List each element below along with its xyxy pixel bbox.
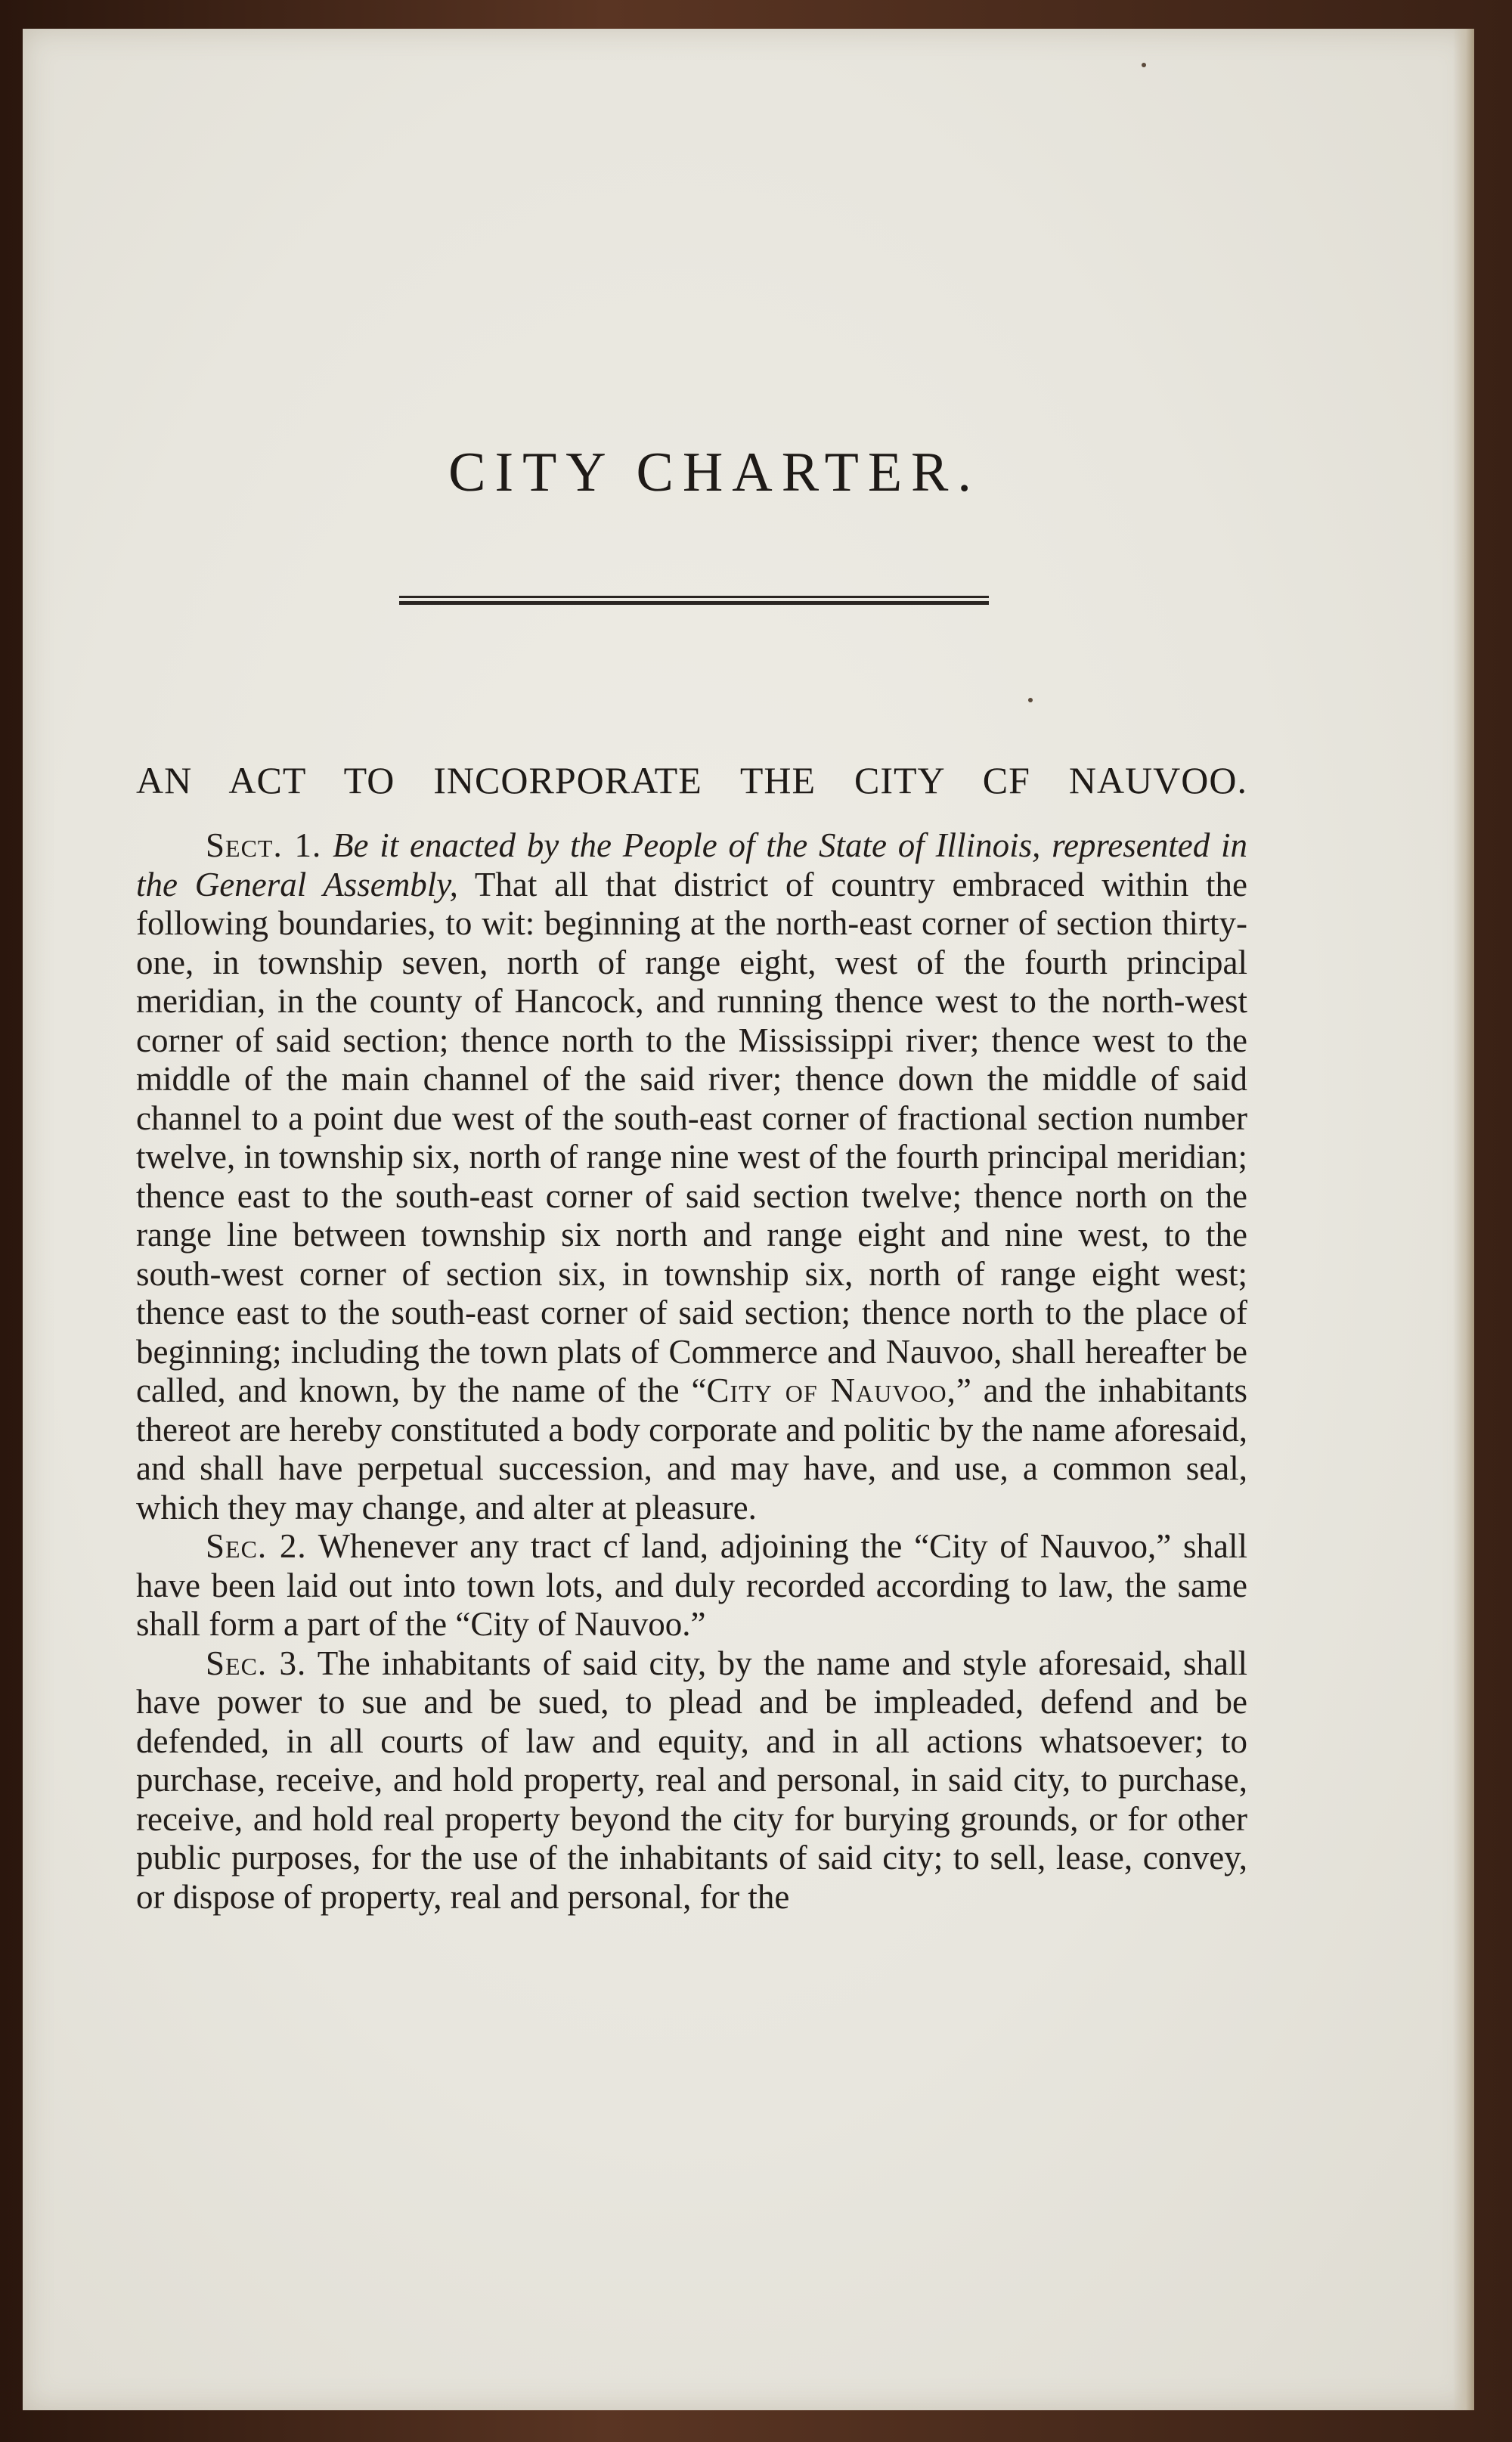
section-3-text: The inhabitants of said city, by the name and style aforesaid, shall have power to sue and be sued, to plead and be impleaded, defend and be defended, in all courts of law and equity, and in all actions whatsoever; to purchase, receive, and hold property, real and personal, in said city, to purchase, receive, and hold real property beyond the city for burying grounds, or for other public purposes, for the use of the inhabitants of said city; to sell, lease, convey, or dispose of property, real and personal, for the (136, 1644, 1248, 1916)
title-divider-rule (399, 596, 989, 606)
section-3-label: Sec. 3. (206, 1644, 307, 1682)
charter-body (136, 826, 1247, 1917)
city-name-small-caps: City of Nauvoo, (706, 1371, 956, 1409)
section-3-paragraph (136, 1644, 1247, 1917)
book-page (23, 29, 1474, 2410)
section-1-text-part2: ” and the inhabitants thereot are hereby constituted a body corporate and politic by the name aforesaid, and shall have perpetual succession, and may have, and use, a common seal, which they may change, and alter at pleasure. (136, 1371, 1248, 1526)
paper-speck (1028, 698, 1033, 702)
section-2-text: Whenever any tract cf land, adjoining the “City of Nauvoo,” shall have been laid out into town lots, and duly recorded according to law, the same shall form a part of the “City of Nauvoo.” (136, 1527, 1247, 1643)
section-1-text-part1: That all that district of country embraced within the following boundaries, to wit: beginning at the north-east corner of section thirty-one, in township seven, north of range eight, west of the fourth principal meridian, in the county of Hancock, and running thence west to the north-west corner of said section; thence north to the Mississippi river; thence west to the middle of the main channel of the said river; thence down the middle of said channel to a point due west of the south-east corner of fractional section number twelve, in township six, north of range nine west of the fourth principal meridian; thence east to the south-east corner of said section twelve; thence north on the range line between township six north and range eight and nine west, to the south-west corner of section six, in township six, north of range eight west; thence east to the south-east corner of said section; thence north to the place of beginning; including the town plats of Commerce and Nauvoo, shall hereafter be called, and known, by the name of the “ (136, 865, 1247, 1409)
enacting-clause: Be it enacted by the People of the State of Illinois, represented in the General Assembly, (136, 826, 1247, 903)
section-2-paragraph (136, 1527, 1247, 1644)
page-title: CITY CHARTER. (448, 442, 981, 504)
section-1-label: Sect. 1. (206, 826, 322, 864)
paper-speck (1142, 63, 1146, 67)
section-2-label: Sec. 2. (206, 1527, 307, 1565)
divider-thick-line (399, 601, 989, 605)
act-heading: AN ACT TO INCORPORATE THE CITY CF NAUVOO. (136, 759, 1247, 801)
section-1-paragraph (136, 826, 1247, 1527)
divider-thin-line (399, 596, 989, 598)
page-edge (1453, 29, 1474, 2410)
